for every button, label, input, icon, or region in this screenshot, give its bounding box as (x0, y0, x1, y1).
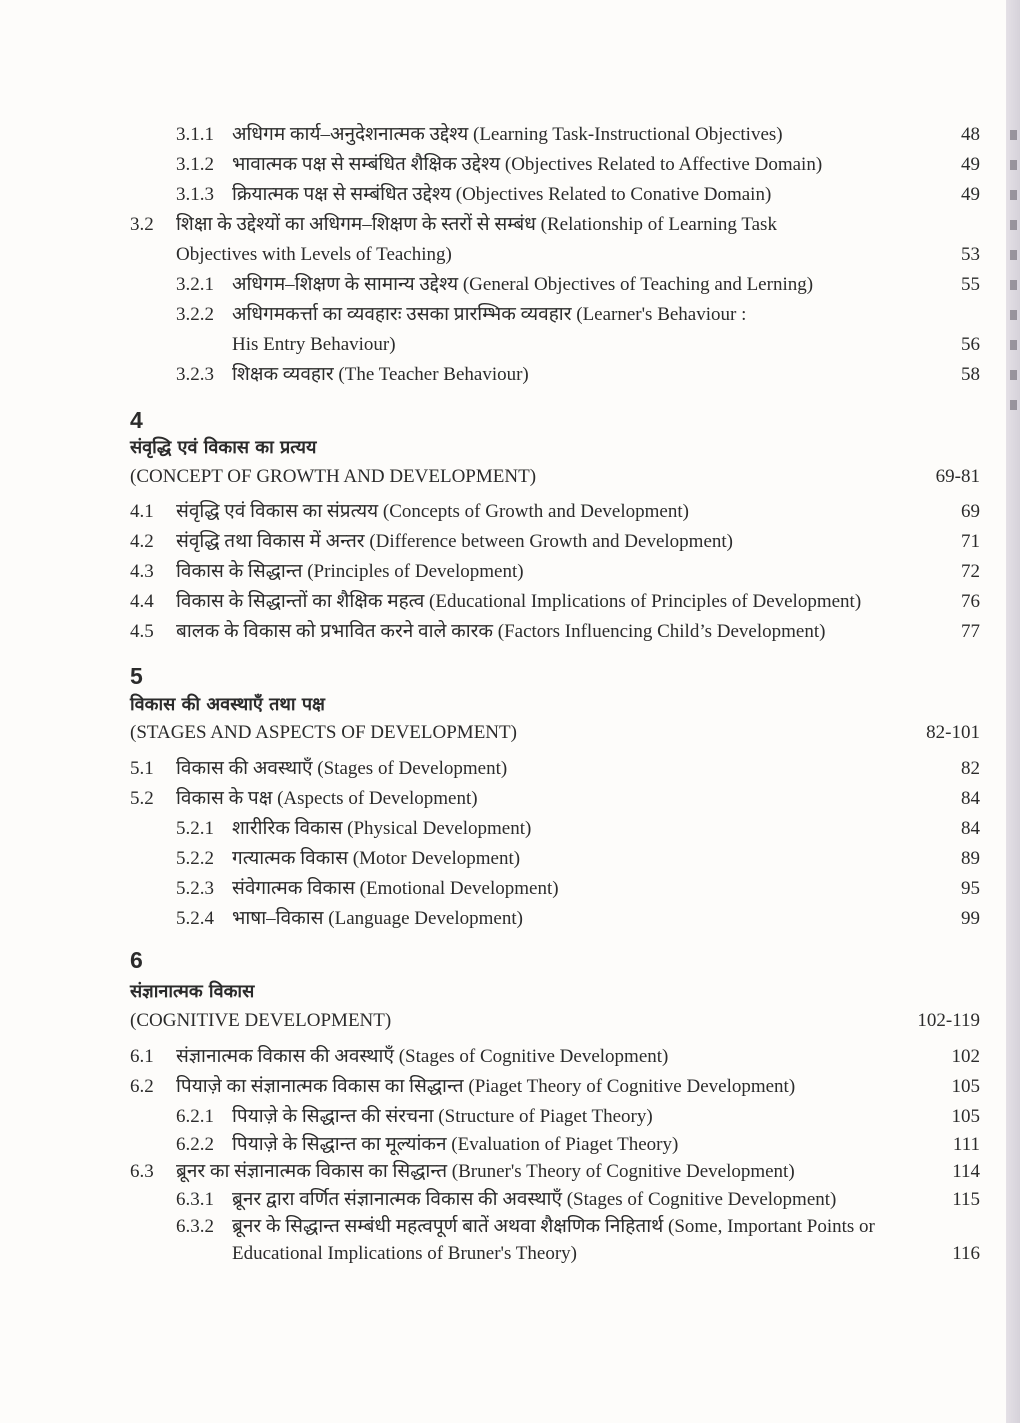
entry-title: पियाज़े के सिद्धान्त का मूल्यांकन (Evaluation of Piaget Theory) (232, 1134, 679, 1155)
entry-number: 5.2 (130, 788, 154, 809)
entry-page: 71 (961, 531, 980, 552)
entry-number: 4.3 (130, 561, 154, 582)
entry-title: संज्ञानात्मक विकास की अवस्थाएँ (Stages of Cognitive Development) (176, 1046, 669, 1067)
entry-page: 116 (952, 1243, 980, 1264)
entry-title: गत्यात्मक विकास (Motor Development) (232, 848, 521, 869)
toc-entry[interactable] (0, 270, 1000, 300)
entry-page: 115 (952, 1189, 980, 1210)
entry-page: 49 (961, 154, 980, 175)
entry-number: 6.3 (130, 1161, 154, 1182)
toc-entry[interactable] (0, 1102, 1000, 1132)
entry-number: 4.1 (130, 501, 154, 522)
next-page-edge (1006, 0, 1020, 1423)
entry-title: भावात्मक पक्ष से सम्बंधित शैक्षिक उद्देश्य (Objectives Related to Affective Domain) (232, 154, 823, 175)
toc-entry[interactable] (0, 814, 1000, 844)
entry-title: विकास के पक्ष (Aspects of Development) (176, 788, 478, 809)
toc-entry[interactable] (0, 120, 1000, 150)
entry-page: 111 (952, 1134, 980, 1155)
entry-title: अधिगमकर्त्ता का व्यवहारः उसका प्रारम्भिक व्यवहार (Learner's Behaviour : (232, 304, 747, 325)
entry-page: 58 (961, 364, 980, 385)
chapter-title-english[interactable] (130, 462, 980, 492)
toc-entry[interactable] (0, 874, 1000, 904)
entry-title: अधिगम–शिक्षण के सामान्य उद्देश्य (General Objectives of Teaching and Lerning) (232, 274, 814, 295)
entry-page: 76 (961, 591, 980, 612)
entry-number: 5.1 (130, 758, 154, 779)
chapter-title-english[interactable] (130, 1006, 980, 1036)
entry-title: विकास की अवस्थाएँ (Stages of Development) (176, 758, 508, 779)
entry-number: 3.1.3 (176, 184, 214, 205)
toc-entry[interactable] (0, 1212, 1000, 1242)
entry-number: 6.2.2 (176, 1134, 214, 1155)
entry-number: 3.1.2 (176, 154, 214, 175)
toc-entry[interactable] (0, 1130, 1000, 1160)
chapter-title-hindi[interactable]: विकास की अवस्थाएँ तथा पक्ष (130, 694, 325, 715)
entry-number: 6.2 (130, 1076, 154, 1097)
entry-title: बालक के विकास को प्रभावित करने वाले कारक (Factors Influencing Child’s Development) (176, 621, 826, 642)
toc-entry[interactable] (0, 754, 1000, 784)
toc-entry[interactable] (0, 617, 1000, 647)
toc-entry[interactable] (0, 300, 1000, 330)
toc-entry[interactable] (0, 557, 1000, 587)
chapter-page-range: 102-119 (917, 1010, 980, 1031)
entry-page: 89 (961, 848, 980, 869)
toc-entry[interactable] (0, 150, 1000, 180)
entry-number: 6.1 (130, 1046, 154, 1067)
entry-page: 56 (961, 334, 980, 355)
entry-title: पियाज़े का संज्ञानात्मक विकास का सिद्धान्त (Piaget Theory of Cognitive Development) (176, 1076, 796, 1097)
entry-title: His Entry Behaviour) (232, 334, 396, 355)
entry-page: 69 (961, 501, 980, 522)
toc-entry[interactable] (0, 1072, 1000, 1102)
entry-number: 4.5 (130, 621, 154, 642)
entry-number: 3.2.3 (176, 364, 214, 385)
entry-title: ब्रूनर का संज्ञानात्मक विकास का सिद्धान्त (Bruner's Theory of Cognitive Development) (176, 1161, 795, 1182)
toc-entry[interactable] (0, 180, 1000, 210)
entry-page: 49 (961, 184, 980, 205)
entry-number: 3.2.2 (176, 304, 214, 325)
toc-entry[interactable] (0, 1239, 1000, 1269)
toc-entry[interactable] (0, 844, 1000, 874)
toc-entry[interactable] (0, 1042, 1000, 1072)
toc-entry[interactable] (0, 1157, 1000, 1187)
entry-page: 72 (961, 561, 980, 582)
entry-number: 5.2.2 (176, 848, 214, 869)
entry-title: Educational Implications of Bruner's Theory) (232, 1243, 577, 1264)
chapter-number: 5 (130, 663, 143, 689)
entry-number: 4.2 (130, 531, 154, 552)
entry-title: भाषा–विकास (Language Development) (232, 908, 523, 929)
entry-number: 3.1.1 (176, 124, 214, 145)
entry-number: 5.2.4 (176, 908, 214, 929)
chapter-title-english-text: (COGNITIVE DEVELOPMENT) (130, 1010, 392, 1031)
chapter-title-hindi[interactable]: संवृद्धि एवं विकास का प्रत्यय (130, 437, 317, 458)
chapter-number: 6 (130, 947, 143, 973)
entry-page: 95 (961, 878, 980, 899)
entry-title: शिक्षक व्यवहार (The Teacher Behaviour) (232, 364, 529, 385)
entry-title: अधिगम कार्य–अनुदेशनात्मक उद्देश्य (Learning Task-Instructional Objectives) (232, 124, 783, 145)
entry-page: 84 (961, 788, 980, 809)
toc-entry[interactable] (0, 240, 1000, 270)
entry-page: 77 (961, 621, 980, 642)
chapter-title-english[interactable] (130, 718, 980, 748)
toc-entry[interactable] (0, 1185, 1000, 1215)
toc-entry[interactable] (0, 527, 1000, 557)
entry-page: 102 (951, 1046, 980, 1067)
entry-title: विकास के सिद्धान्तों का शैक्षिक महत्व (Educational Implications of Principles of Development) (176, 591, 862, 612)
entry-title: Objectives with Levels of Teaching) (176, 244, 452, 265)
entry-title: संवृद्धि एवं विकास का संप्रत्यय (Concepts of Growth and Development) (176, 501, 689, 522)
toc-entry[interactable] (0, 784, 1000, 814)
entry-title: संवेगात्मक विकास (Emotional Development) (232, 878, 559, 899)
entry-title: ब्रूनर के सिद्धान्त सम्बंधी महत्वपूर्ण बातें अथवा शैक्षणिक निहितार्थ (Some, Important Points or (232, 1216, 875, 1237)
chapter-page-range: 82-101 (926, 722, 980, 743)
entry-page: 105 (951, 1106, 980, 1127)
entry-title: क्रियात्मक पक्ष से सम्बंधित उद्देश्य (Objectives Related to Conative Domain) (232, 184, 772, 205)
toc-entry[interactable] (0, 360, 1000, 390)
chapter-title-english-text: (CONCEPT OF GROWTH AND DEVELOPMENT) (130, 466, 537, 487)
toc-entry[interactable] (0, 904, 1000, 934)
entry-page: 55 (961, 274, 980, 295)
entry-page: 114 (952, 1161, 980, 1182)
entry-title: विकास के सिद्धान्त (Principles of Development) (176, 561, 524, 582)
chapter-title-hindi[interactable]: संज्ञानात्मक विकास (130, 981, 255, 1002)
entry-number: 5.2.1 (176, 818, 214, 839)
entry-title: ब्रूनर द्वारा वर्णित संज्ञानात्मक विकास की अवस्थाएँ (Stages of Cognitive Development) (232, 1189, 837, 1210)
toc-entry[interactable] (0, 330, 1000, 360)
entry-page: 48 (961, 124, 980, 145)
entry-number: 6.2.1 (176, 1106, 214, 1127)
entry-number: 3.2.1 (176, 274, 214, 295)
entry-number: 4.4 (130, 591, 154, 612)
entry-page: 82 (961, 758, 980, 779)
entry-title: संवृद्धि तथा विकास में अन्तर (Difference between Growth and Development) (176, 531, 733, 552)
entry-number: 5.2.3 (176, 878, 214, 899)
chapter-number: 4 (130, 407, 143, 433)
toc-entry[interactable] (0, 587, 1000, 617)
entry-title: शारीरिक विकास (Physical Development) (232, 818, 532, 839)
entry-page: 99 (961, 908, 980, 929)
toc-entry[interactable] (0, 497, 1000, 527)
chapter-title-english-text: (STAGES AND ASPECTS OF DEVELOPMENT) (130, 722, 517, 743)
entry-page: 105 (951, 1076, 980, 1097)
entry-number: 6.3.1 (176, 1189, 214, 1210)
entry-number: 6.3.2 (176, 1216, 214, 1237)
entry-page: 53 (961, 244, 980, 265)
entry-page: 84 (961, 818, 980, 839)
entry-number: 3.2 (130, 214, 154, 235)
entry-title: शिक्षा के उद्देश्यों का अधिगम–शिक्षण के स्तरों से सम्बंध (Relationship of Learning Task (176, 214, 777, 235)
bleed-through-marks (1010, 130, 1018, 430)
entry-title: पियाज़े के सिद्धान्त की संरचना (Structure of Piaget Theory) (232, 1106, 653, 1127)
toc-entry[interactable] (0, 210, 1000, 240)
chapter-page-range: 69-81 (935, 466, 980, 487)
